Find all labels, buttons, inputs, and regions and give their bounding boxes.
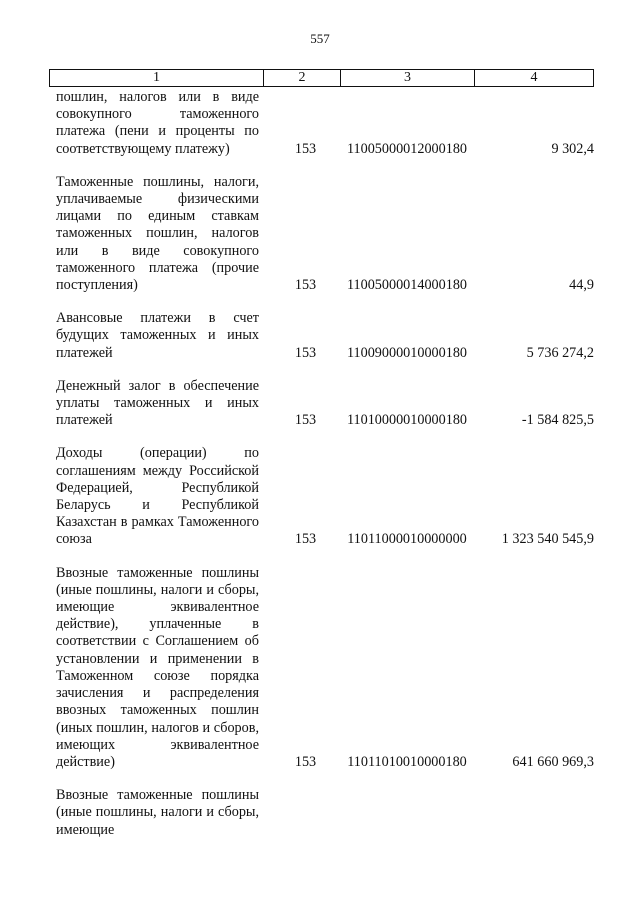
row-budget-code: 11010000010000180 (346, 412, 468, 429)
row-budget-code: 11011000010000000 (347, 531, 467, 548)
row-budget-code: 11011010010000180 (347, 753, 467, 770)
table-row (49, 89, 594, 158)
row-description: Ввозные таможенные пошлины (иные пошлины, налоги и сборы, имеющие эквивалентное действие), уплаченные в соответствии с Соглашением об установлении и применении в Таможенном союзе порядка зачисления и распределения ввозных таможенных пошлин (иных пошлин, налогов и сборов, имеющих эквивалентное действие) (56, 564, 259, 770)
row-admin-code: 153 (294, 531, 317, 548)
row-description: Денежный залог в обеспечение уплаты таможенных и иных платежей (56, 377, 259, 429)
row-admin-code: 153 (294, 412, 317, 429)
row-amount: 641 660 969,3 (512, 753, 594, 770)
row-admin-code: 153 (294, 277, 317, 294)
row-budget-code: 11009000010000180 (346, 344, 468, 361)
table-row (49, 787, 594, 839)
row-description: Таможенные пошлины, налоги, уплачиваемые физическими лицами по единым ставкам таможенных пошлин, налогов или в виде совокупного таможенного платежа (прочие поступления) (56, 173, 259, 294)
row-description: Доходы (операции) по соглашениям между Российской Федерацией, Республикой Беларусь и Республикой Казахстан в рамках Таможенного союза (56, 445, 259, 548)
row-budget-code: 11005000014000180 (346, 277, 468, 294)
column-header-2: 2 (264, 70, 341, 86)
row-admin-code: 153 (294, 140, 317, 157)
table-row (49, 310, 594, 362)
row-amount: 44,9 (569, 277, 594, 294)
row-description: Авансовые платежи в счет будущих таможенных и иных платежей (56, 310, 259, 361)
table-row (49, 378, 594, 430)
column-header-4: 4 (530, 70, 538, 85)
column-header-3: 3 (341, 70, 475, 86)
row-admin-code: 153 (294, 753, 317, 770)
row-admin-code: 153 (294, 344, 317, 361)
row-description: Ввозные таможенные пошлины (иные пошлины, налоги и сборы, имеющие (56, 787, 259, 838)
table-row (49, 445, 594, 548)
column-header-1: 1 (50, 70, 264, 86)
row-amount: -1 584 825,5 (521, 412, 594, 429)
row-amount: 5 736 274,2 (526, 344, 594, 361)
row-budget-code: 11005000012000180 (346, 140, 468, 157)
table-row (49, 174, 594, 294)
row-amount: 1 323 540 545,9 (501, 531, 594, 548)
table-header-row (49, 69, 594, 87)
table-row (49, 565, 594, 771)
table-body (49, 89, 594, 855)
row-description: пошлин, налогов или в виде совокупного таможенного платежа (пени и проценты по соответствующему платежу) (56, 89, 259, 157)
page-number: 557 (310, 31, 330, 46)
row-amount: 9 302,4 (551, 140, 594, 157)
